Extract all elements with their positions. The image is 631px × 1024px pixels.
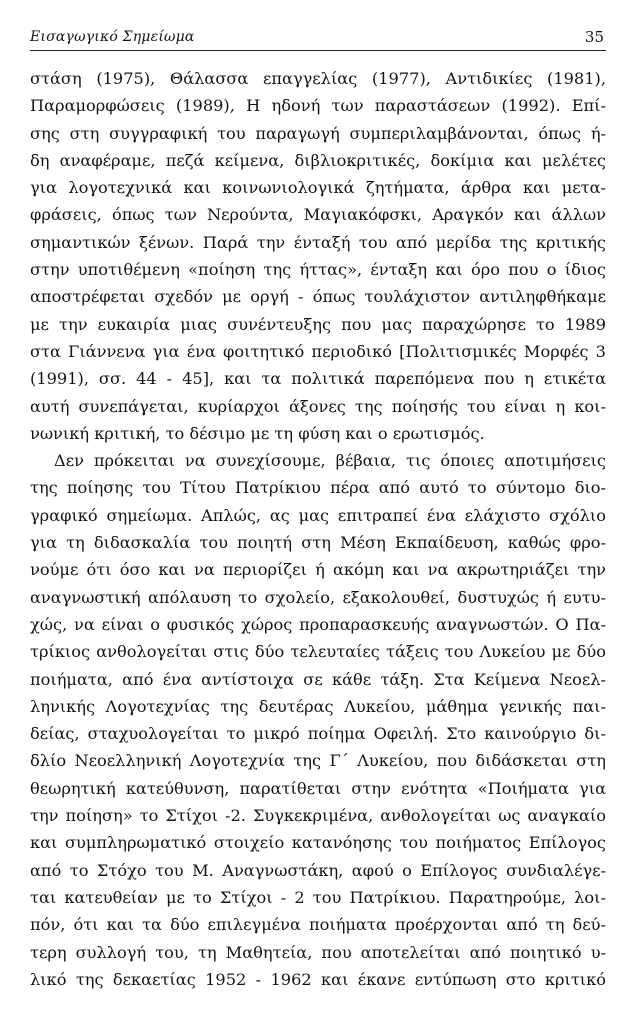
text-line: πόν, ότι και τα δύο επιλεγμένα ποιήματα προέρχονται από τη δεύ- <box>30 915 606 935</box>
text-line: για λογοτεχνικά και κοινωνιολογικά ζητήματα, άρθρα και μετα- <box>30 178 606 198</box>
text-line: (1991), σσ. 44 - 45], και τα πολιτικά παρεπόμενα που η ετικέτα <box>30 369 606 389</box>
text-line: νωνική κριτική, το δέσιμο με τη φύση και ο ερωτισμός. <box>30 423 485 443</box>
text-line: με την ευκαιρία μιας συνέντευξης που μας παραχώρησε το 1989 <box>30 314 606 334</box>
text-line: Δεν πρόκειται να συνεχίσουμε, βέβαια, τις όποιες αποτιμήσεις <box>54 451 606 471</box>
text-line: δλίο Νεοελληνική Λογοτεχνία της Γ΄ Λυκείου, που διδάσκεται στη <box>30 751 606 771</box>
text-line: δη αναφέραμε, πεζά κείμενα, διβλιοκριτικές, δοκίμια και μελέτες <box>30 150 606 170</box>
text-line: νούμε ότι όσο και να περιορίζει ή ακόμη και να ακρωτηριάζει την <box>30 560 606 580</box>
text-line: στάση (1975), Θάλασσα επαγγελίας (1977), Αντιδικίες (1981), <box>30 69 606 88</box>
text-line: λικό της δεκαετίας 1952 - 1962 και έκανε εντύπωση στο κριτικό <box>30 969 606 989</box>
text-line: ται κατευθείαν με το Στίχοι - 2 του Πατρίκιου. Παρατηρούμε, λοι- <box>30 887 606 907</box>
text-line: δείας, σταχυολογείται το μικρό ποίημα Οφειλή. Στο καινούργιο δι- <box>30 724 606 744</box>
text-line: την ποίηση» το Στίχοι -2. Συγκεκριμένα, ανθολογείται ως αναγκαίο <box>30 806 606 826</box>
text-line: αυτή συνεπάγεται, κυρίαρχοι άξονες της ποίησής του είναι η κοι- <box>30 396 606 416</box>
paragraph-1 <box>30 65 606 447</box>
text-line: από το Στόχο του Μ. Αναγνωστάκη, αφού ο Επίλογος συνδιαλέγε- <box>30 860 606 880</box>
text-line: τερη συλλογή του, τη Μαθητεία, που αποτελείται από ποιητικό υ- <box>30 942 606 962</box>
text-line: στην υποτιθέμενη «ποίηση της ήττας», ένταξη και όρο που ο ίδιος <box>30 260 606 280</box>
text-line: τρίκιος ανθολογείται στις δύο τελευταίες τάξεις του Λυκείου με δύο <box>30 642 606 662</box>
text-line: και συμπληρωματικό στοιχείο κατανόησης του ποιήματος Επίλογος <box>30 833 606 853</box>
text-line: αναγνωστική απόλαυση το σχολείο, εξακολουθεί, δυστυχώς ή ευτυ- <box>30 587 606 607</box>
body-text <box>30 65 606 993</box>
text-line: Παραμορφώσεις (1989), Η ηδονή των παραστάσεων (1992). Επί- <box>30 96 606 116</box>
text-line: της ποίησης του Τίτου Πατρίκιου πέρα από αυτό το σύντομο διο- <box>30 478 606 498</box>
text-line: γραφικό σημείωμα. Απλώς, ας μας επιτραπεί ένα ελάχιστο σχόλιο <box>30 505 606 525</box>
text-line: φράσεις, όπως των Νερούντα, Μαγιακόφσκι, Αραγκόν και άλλων <box>30 205 606 225</box>
running-title: Εισαγωγικό Σημείωμα <box>30 29 195 45</box>
text-line: θεωρητική κατεύθυνση, παρατίθεται στην ενότητα «Ποιήματα για <box>30 778 606 798</box>
paragraph-2 <box>30 447 606 993</box>
book-page <box>30 22 606 1012</box>
text-line: στα Γιάννενα για ένα φοιτητικό περιοδικό [Πολιτισμικές Μορφές 3 <box>30 341 606 361</box>
text-line: για τη διδασκαλία του ποιητή στη Μέση Εκπαίδευση, καθώς φρο- <box>30 533 606 553</box>
page-number: 35 <box>584 28 604 46</box>
text-line: σημαντικών ξένων. Παρά την ένταξή του από μερίδα της κριτικής <box>30 232 606 252</box>
text-line: χώς, να είναι ο φυσικός χώρος προπαρασκευής αναγνωστών. Ο Πα- <box>30 614 606 634</box>
text-line: ληνικής Λογοτεχνίας της δευτέρας Λυκείου, μάθημα γενικής παι- <box>30 696 606 716</box>
text-line: ποιήματα, από ένα αντίστοιχα σε κάθε τάξη. Στα Κείμενα Νεοελ- <box>30 669 606 689</box>
text-line: σης στη συγγραφική του παραγωγή συμπεριλαμβάνονται, όπως ή- <box>30 123 606 143</box>
text-line: αποστρέφεται σχεδόν με οργή - όπως τουλάχιστον αντιληφθήκαμε <box>30 287 606 307</box>
running-header <box>30 22 606 51</box>
